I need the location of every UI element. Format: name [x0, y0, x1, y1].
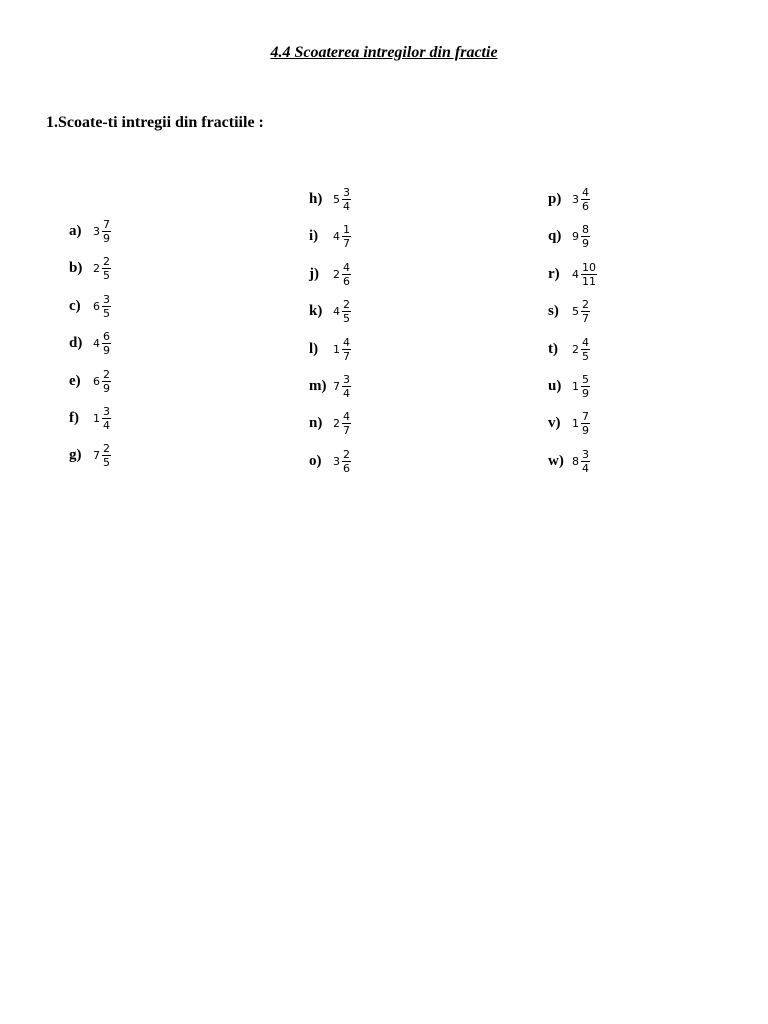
numerator: 3 [582, 447, 589, 461]
mixed-number [93, 368, 111, 395]
whole-part: 5 [333, 192, 340, 206]
exercise-label: g) [69, 446, 82, 463]
mixed-number [333, 186, 351, 213]
numerator: 4 [343, 409, 350, 423]
whole-part: 4 [572, 267, 579, 281]
denominator: 9 [103, 231, 110, 245]
whole-part: 9 [572, 229, 579, 243]
fraction [342, 336, 351, 363]
numerator: 1 [343, 222, 350, 236]
whole-part: 1 [333, 342, 340, 356]
mixed-number [333, 373, 351, 400]
exercise-item [69, 401, 111, 435]
numerator: 4 [582, 185, 589, 199]
numerator: 2 [343, 447, 350, 461]
numerator: 3 [343, 185, 350, 199]
exercise-label: k) [309, 302, 323, 319]
exercise-label: f) [69, 409, 79, 426]
fraction [102, 255, 111, 282]
mixed-number [572, 448, 590, 475]
numerator: 6 [103, 329, 110, 343]
denominator: 11 [582, 274, 596, 288]
whole-part: 2 [572, 342, 579, 356]
denominator: 7 [343, 236, 350, 250]
exercise-item [309, 369, 351, 403]
mixed-number [333, 410, 351, 437]
exercise-item [309, 444, 351, 478]
fraction [581, 186, 590, 213]
fraction [102, 442, 111, 469]
whole-part: 7 [93, 448, 100, 462]
numerator: 2 [343, 297, 350, 311]
mixed-number [93, 442, 111, 469]
exercise-label: u) [548, 377, 562, 394]
whole-part: 1 [572, 379, 579, 393]
denominator: 9 [582, 423, 589, 437]
exercise-label: n) [309, 414, 323, 431]
denominator: 7 [343, 423, 350, 437]
fraction [342, 448, 351, 475]
denominator: 9 [582, 386, 589, 400]
exercise-label: d) [69, 334, 83, 351]
denominator: 9 [582, 236, 589, 250]
fraction [342, 298, 351, 325]
exercise-item [69, 326, 111, 360]
denominator: 4 [343, 199, 350, 213]
exercise-label: s) [548, 302, 559, 319]
fraction [581, 373, 590, 400]
exercise-label: m) [309, 377, 327, 394]
denominator: 4 [343, 386, 350, 400]
exercise-label: e) [69, 372, 81, 389]
fraction [102, 330, 111, 357]
mixed-number [333, 261, 351, 288]
numerator: 8 [582, 222, 589, 236]
whole-part: 2 [333, 416, 340, 430]
denominator: 5 [103, 455, 110, 469]
numerator: 3 [103, 292, 110, 306]
denominator: 5 [103, 268, 110, 282]
whole-part: 1 [93, 411, 100, 425]
denominator: 4 [582, 461, 589, 475]
exercise-label: a) [69, 222, 82, 239]
exercise-label: l) [309, 340, 319, 357]
document-title: 4.4 Scoaterea intregilor din fractie [270, 44, 498, 61]
mixed-number [572, 223, 590, 250]
whole-part: 7 [333, 379, 340, 393]
numerator: 5 [582, 372, 589, 386]
whole-part: 3 [93, 224, 100, 238]
exercise-item [309, 294, 351, 328]
denominator: 7 [343, 349, 350, 363]
mixed-number [93, 218, 111, 245]
numerator: 3 [343, 372, 350, 386]
denominator: 6 [343, 461, 350, 475]
numerator: 2 [582, 297, 589, 311]
exercise-item [548, 406, 590, 440]
exercise-label: h) [309, 190, 323, 207]
exercise-label: c) [69, 297, 81, 314]
exercise-item [548, 257, 597, 291]
fraction [102, 293, 111, 320]
mixed-number [572, 186, 590, 213]
exercise-item [69, 251, 111, 285]
fraction [581, 298, 590, 325]
exercise-item [548, 182, 590, 216]
numerator: 2 [103, 367, 110, 381]
mixed-number [572, 336, 590, 363]
numerator: 2 [103, 254, 110, 268]
numerator: 7 [582, 409, 589, 423]
numerator: 10 [582, 260, 596, 274]
exercise-item [69, 214, 111, 248]
mixed-number [572, 373, 590, 400]
exercise-item [309, 406, 351, 440]
exercise-item [69, 289, 111, 323]
exercise-label: w) [548, 452, 564, 469]
denominator: 6 [343, 274, 350, 288]
denominator: 9 [103, 381, 110, 395]
exercise-label: v) [548, 414, 561, 431]
fraction [342, 410, 351, 437]
whole-part: 4 [333, 229, 340, 243]
numerator: 4 [343, 335, 350, 349]
fraction [581, 336, 590, 363]
exercise-instruction: 1.Scoate-ti intregii din fractiile : [46, 114, 264, 131]
mixed-number [333, 336, 351, 363]
numerator: 4 [343, 260, 350, 274]
exercise-label: i) [309, 227, 319, 244]
fraction [581, 448, 590, 475]
exercise-item [548, 444, 590, 478]
whole-part: 8 [572, 454, 579, 468]
whole-part: 2 [93, 261, 100, 275]
exercise-item [309, 257, 351, 291]
exercise-label: t) [548, 340, 558, 357]
whole-part: 4 [93, 336, 100, 350]
whole-part: 1 [572, 416, 579, 430]
fraction [102, 218, 111, 245]
numerator: 7 [103, 217, 110, 231]
exercise-item [69, 364, 111, 398]
fraction [581, 410, 590, 437]
denominator: 6 [582, 199, 589, 213]
fraction [581, 223, 590, 250]
exercise-item [309, 219, 351, 253]
numerator: 4 [582, 335, 589, 349]
exercise-item [309, 332, 351, 366]
exercise-item [309, 182, 351, 216]
fraction [342, 261, 351, 288]
whole-part: 3 [333, 454, 340, 468]
mixed-number [333, 298, 351, 325]
exercise-label: j) [309, 265, 319, 282]
fraction [342, 186, 351, 213]
denominator: 5 [103, 306, 110, 320]
fraction [102, 368, 111, 395]
exercise-label: p) [548, 190, 562, 207]
exercise-label: q) [548, 227, 562, 244]
numerator: 2 [103, 441, 110, 455]
whole-part: 3 [572, 192, 579, 206]
exercise-item [548, 294, 590, 328]
numerator: 3 [103, 404, 110, 418]
mixed-number [93, 405, 111, 432]
mixed-number [333, 223, 351, 250]
exercise-item [548, 369, 590, 403]
whole-part: 6 [93, 374, 100, 388]
exercise-item [69, 438, 111, 472]
whole-part: 6 [93, 299, 100, 313]
mixed-number [572, 261, 597, 288]
fraction [342, 223, 351, 250]
mixed-number [93, 293, 111, 320]
exercise-item [548, 332, 590, 366]
denominator: 9 [103, 343, 110, 357]
denominator: 7 [582, 311, 589, 325]
denominator: 5 [343, 311, 350, 325]
mixed-number [572, 410, 590, 437]
whole-part: 4 [333, 304, 340, 318]
fraction [581, 261, 597, 288]
exercise-label: r) [548, 265, 560, 282]
exercise-label: b) [69, 259, 83, 276]
mixed-number [93, 255, 111, 282]
exercise-item [548, 219, 590, 253]
exercise-label: o) [309, 452, 322, 469]
fraction [102, 405, 111, 432]
mixed-number [572, 298, 590, 325]
mixed-number [333, 448, 351, 475]
denominator: 4 [103, 418, 110, 432]
denominator: 5 [582, 349, 589, 363]
fraction [342, 373, 351, 400]
whole-part: 2 [333, 267, 340, 281]
whole-part: 5 [572, 304, 579, 318]
mixed-number [93, 330, 111, 357]
